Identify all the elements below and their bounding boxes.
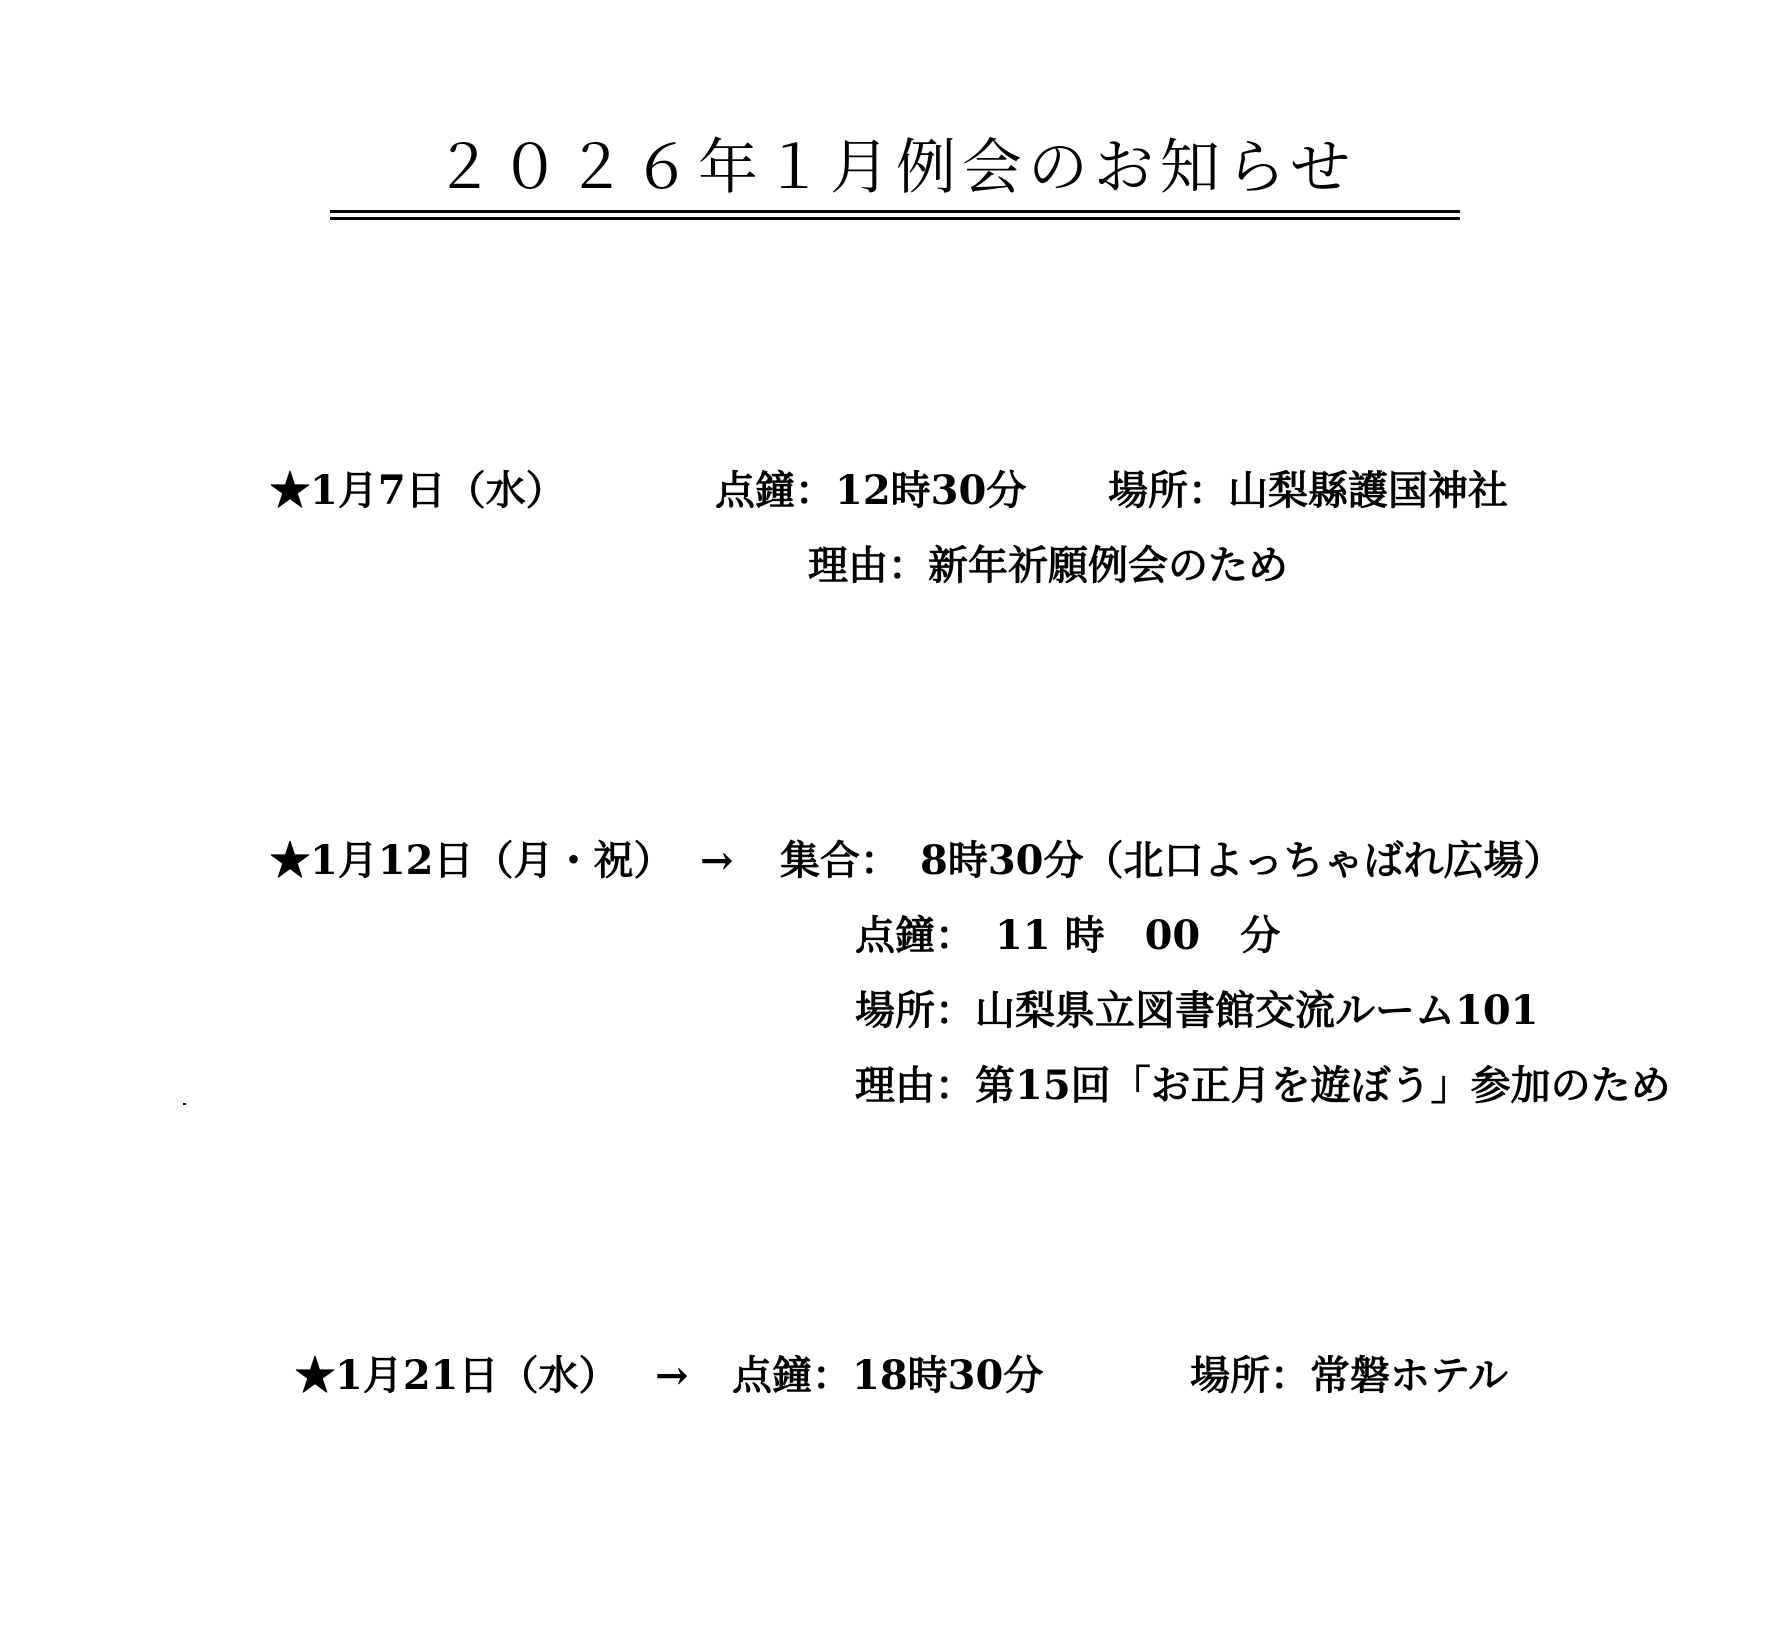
page-title: ２０２６年１月例会のお知らせ — [433, 133, 1357, 203]
scan-speck — [183, 1103, 186, 1105]
event-bell-time: 点鐘：12時30分 — [715, 467, 1027, 514]
event-reason: 理由：新年祈願例会のため — [808, 542, 1288, 589]
title-underline-second — [330, 217, 1460, 220]
title-underline — [330, 210, 1460, 213]
event-reason: 理由：第15回「お正月を遊ぼう」参加のため — [855, 1062, 1671, 1109]
event-date: ★1月12日（月・祝） — [270, 837, 674, 884]
event-place: 場所：山梨県立図書館交流ルーム101 — [855, 987, 1539, 1034]
event-place: 場所：山梨縣護国神社 — [1108, 467, 1508, 514]
event-date: ★1月21日（水） — [295, 1352, 619, 1399]
event-bell-time: 点鐘：18時30分 — [732, 1352, 1044, 1399]
arrow-icon: → — [655, 1352, 689, 1399]
event-place: 場所：常磐ホテル — [1190, 1352, 1508, 1399]
event-bell-time: 点鐘： 11 時 00 分 — [855, 912, 1281, 959]
event-meeting-time: 集合： 8時30分（北口よっちゃばれ広場） — [780, 837, 1564, 884]
event-date: ★1月7日（水） — [270, 467, 566, 514]
arrow-icon: → — [700, 837, 734, 884]
